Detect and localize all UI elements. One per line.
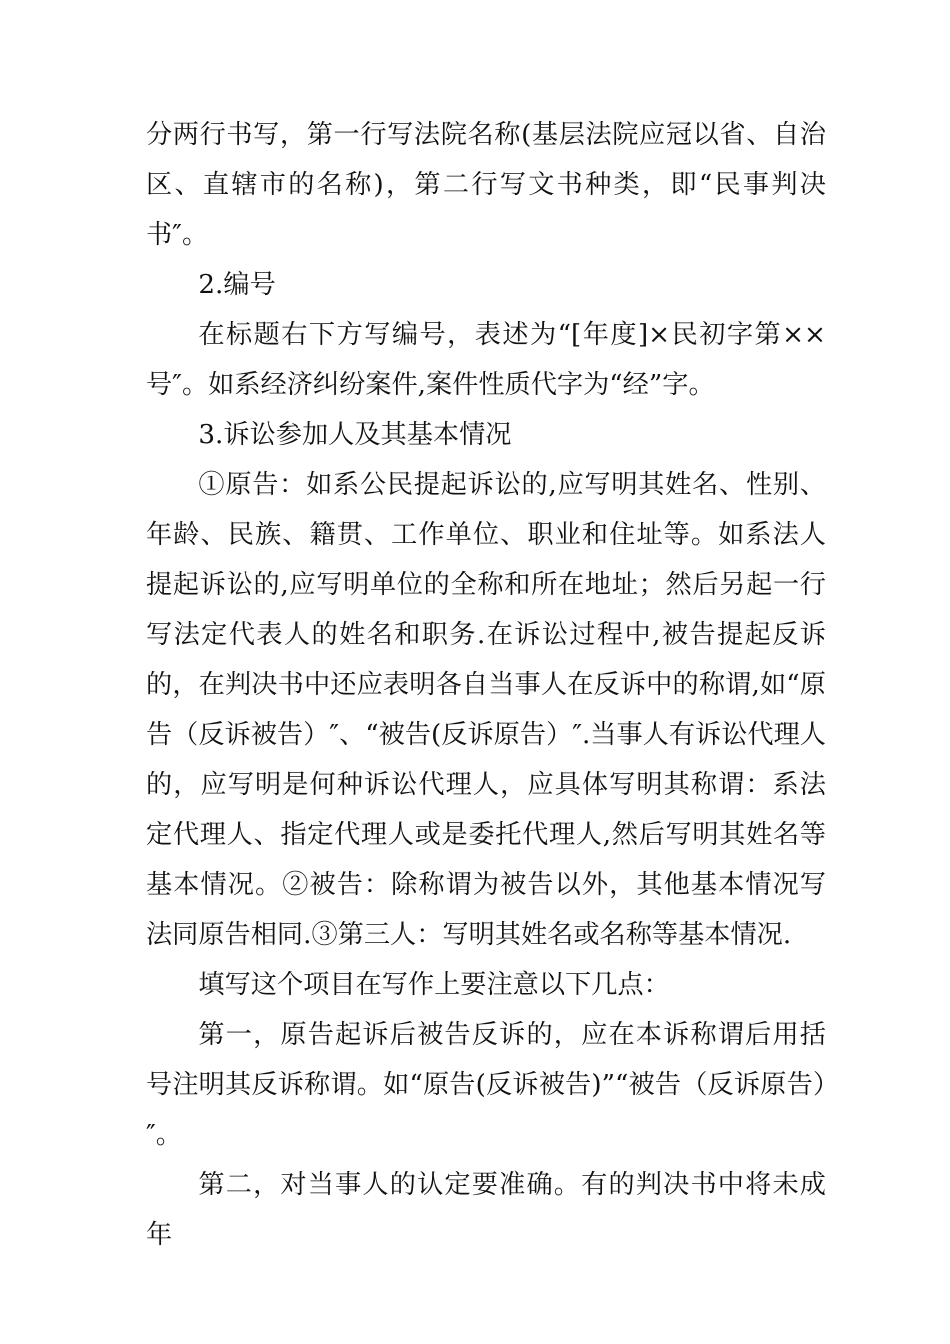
paragraph-note-second: 第二，对当事人的认定要准确。有的判决书中将未成年 bbox=[146, 1170, 826, 1250]
paragraph-participants-details: ①原告：如系公民提起诉讼的,应写明其姓名、性别、年龄、民族、籍贯、工作单位、职业和住址等。如系法人提起诉讼的,应写明单位的全称和所在地址；然后另起一行写法定代表人的姓名和职务.在诉讼过程中,被告提起反诉的，在判决书中还应表明各自当事人在反诉中的称谓,如“原告（反诉被告）″、“被告(反诉原告）″.当事人有诉讼代理人的，应写明是何种诉讼代理人，应具体写明其称谓：系法定代理人、指定代理人或是委托代理人,然后写明其姓名等基本情况。②被告：除称谓为被告以外，其他基本情况写法同原告相同.③第三人：写明其姓名或名称等基本情况. bbox=[146, 470, 826, 950]
paragraph-numbering-rules: 在标题右下方写编号，表述为“[年度]×民初字第××号″。如系经济纠纷案件,案件性质代字为“经”字。 bbox=[146, 320, 826, 400]
paragraph-note-first: 第一，原告起诉后被告反诉的，应在本诉称谓后用括号注明其反诉称谓。如“原告(反诉被告)”“被告（反诉原告）″。 bbox=[146, 1020, 826, 1150]
section-heading-numbering: 2.编号 bbox=[198, 270, 276, 300]
paragraph-notes-intro: 填写这个项目在写作上要注意以下几点： bbox=[198, 970, 670, 1000]
paragraph-court-name-rules: 分两行书写，第一行写法院名称(基层法院应冠以省、自治区、直辖市的名称)，第二行写文书种类，即“民事判决书″。 bbox=[146, 120, 826, 250]
section-heading-participants: 3.诉讼参加人及其基本情况 bbox=[198, 420, 512, 450]
document-body bbox=[146, 110, 826, 1260]
